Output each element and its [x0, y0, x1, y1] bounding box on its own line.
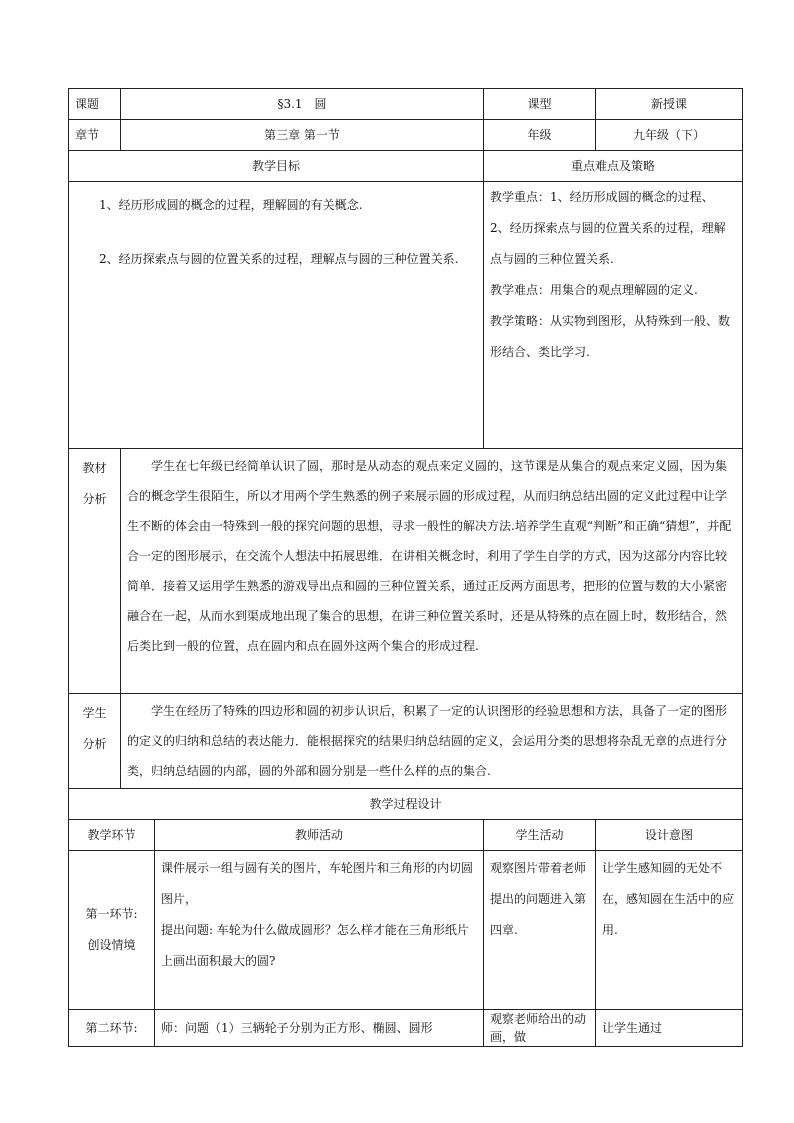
col-step: 教学环节	[69, 820, 155, 851]
lesson-plan-page	[68, 88, 742, 1047]
goal-item-1: 1、经历形成圆的概念的过程，理解圆的有关概念.	[99, 198, 363, 212]
material-paragraph: 学生在七年级已经简单认识了圆，那时是从动态的观点来定义圆的，这节课是从集合的观点来定义圆，因为集合的概念学生很陌生，所以才用两个学生熟悉的例子来展示圆的形成过程，从而归纳总结出圆的定义此过程中让学生不断的体会由一特殊到一般的探究问题的思想，寻求一般性的解决方法.培养学生直观“判断”和正确“猜想”，并配合一定的图形展示，在交流个人想法中拓展思维．在讲相关概念时，利用了学生自学的方式，因为这部分内容比较简单．接着又运用学生熟悉的游戏导出点和圆的三种位置关系，通过正反两方面思考，把形的位置与数的大小紧密融合在一起，从而水到渠成地出现了集合的思想，在讲三种位置关系时，还是从特殊的点在圆上时，数形结合，然后类比到一般的位置，点在圆内和点在圆外这两个集合的形成过程.	[127, 459, 732, 653]
material-label-line-2: 分析	[82, 492, 107, 506]
header-row-course	[69, 89, 743, 120]
student-1-text: 观察图片带着老师提出的问题进入第四章.	[490, 861, 587, 937]
col-student: 学生活动	[484, 820, 596, 851]
col-intent: 设计意图	[596, 820, 743, 851]
focus-strategy: 教学策略：从实物到图形，从特殊到一般、数形结合、类比学习.	[490, 314, 731, 359]
teacher-2-cell: 师：问题（1）三辆轮子分别为正方形、椭圆、圆形	[155, 1010, 484, 1047]
intent-1-text: 让学生感知圆的无处不在，感知圆在生活中的应用.	[602, 861, 735, 937]
student-label-line-1: 学生	[82, 706, 107, 720]
focus-key-2: 2、经历探索点与圆的位置关系的过程，理解点与圆的三种位置关系.	[490, 221, 726, 266]
student-label	[69, 694, 121, 789]
step-1-line-1: 第一环节:	[85, 907, 138, 921]
student-1-cell	[484, 851, 596, 1010]
process-row-2	[69, 1010, 743, 1047]
type-value: 新授课	[596, 89, 743, 120]
type-label: 课型	[484, 89, 596, 120]
lesson-plan-table	[68, 88, 743, 1047]
course-label: 课题	[69, 89, 121, 120]
course-value: §3.1 圆	[121, 89, 484, 120]
focus-key: 教学重点：1、经历形成圆的概念的过程、	[490, 190, 714, 204]
focus-cell	[484, 182, 743, 449]
process-title: 教学过程设计	[69, 789, 743, 820]
intent-1-cell	[596, 851, 743, 1010]
goals-title: 教学目标	[69, 151, 484, 182]
process-row-1	[69, 851, 743, 1010]
material-row	[69, 449, 743, 694]
step-2-cell: 第二环节:	[69, 1010, 155, 1047]
chapter-value: 第三章 第一节	[121, 120, 484, 151]
process-header-row	[69, 820, 743, 851]
step-1-line-2: 创设情境	[87, 938, 136, 952]
teacher-1-cell	[155, 851, 484, 1010]
grade-label: 年级	[484, 120, 596, 151]
material-label	[69, 449, 121, 694]
grade-value: 九年级（下）	[596, 120, 743, 151]
focus-title: 重点难点及策略	[484, 151, 743, 182]
goals-header-row	[69, 151, 743, 182]
step-1-cell	[69, 851, 155, 1010]
intent-2-cell: 让学生通过	[596, 1010, 743, 1047]
col-teacher: 教师活动	[155, 820, 484, 851]
goals-row	[69, 182, 743, 449]
teacher-1-line-1: 课件展示一组与圆有关的图片，车轮图片和三角形的内切圆图片，	[161, 861, 474, 906]
chapter-label: 章节	[69, 120, 121, 151]
student-label-line-2: 分析	[82, 737, 107, 751]
material-text	[121, 449, 743, 694]
student-row	[69, 694, 743, 789]
teacher-1-line-2: 提出问题: 车轮为什么做成圆形？怎么样才能在三角形纸片上画出面积最大的圆?	[161, 923, 469, 968]
student-2-cell: 观察老师给出的动画，做	[484, 1010, 596, 1047]
student-text	[121, 694, 743, 789]
material-label-line-1: 教材	[82, 461, 107, 475]
goal-item-2: 2、经历探索点与圆的位置关系的过程，理解点与圆的三种位置关系.	[99, 252, 459, 266]
goals-cell	[69, 182, 484, 449]
focus-difficulty: 教学难点：用集合的观点理解圆的定义.	[490, 283, 698, 297]
student-paragraph: 学生在经历了特殊的四边形和圆的初步认识后，积累了一定的认识图形的经验思想和方法，具备了一定的图形的定义的归纳和总结的表达能力．能根据探究的结果归纳总结圆的定义，会运用分类的思想将杂乱无章的点进行分类，归纳总结圆的内部，圆的外部和圆分别是一些什么样的点的集合.	[127, 704, 728, 778]
header-row-chapter	[69, 120, 743, 151]
process-title-row	[69, 789, 743, 820]
